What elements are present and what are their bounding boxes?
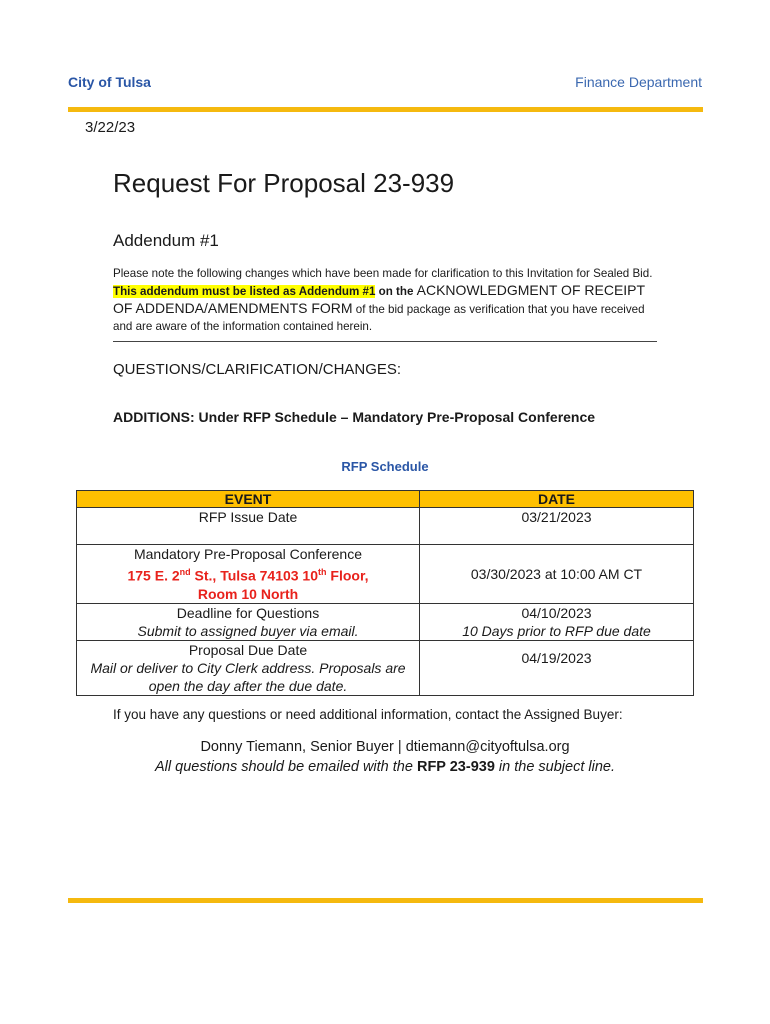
location-sup: th bbox=[318, 567, 327, 577]
date-cell: 03/30/2023 at 10:00 AM CT bbox=[420, 545, 694, 604]
table-row bbox=[77, 545, 694, 604]
contact-intro: If you have any questions or need additional information, contact the Assigned Buyer: bbox=[113, 707, 623, 722]
event-name: Deadline for Questions bbox=[176, 604, 320, 621]
addendum-heading: Addendum #1 bbox=[113, 231, 219, 250]
date-cell bbox=[420, 603, 694, 640]
location-part: St., Tulsa 74103 10 bbox=[190, 567, 319, 584]
highlighted-notice: This addendum must be listed as Addendum #1 bbox=[113, 285, 376, 298]
event-name: Mandatory Pre-Proposal Conference bbox=[133, 546, 362, 562]
event-cell bbox=[77, 640, 420, 695]
event-room: Room 10 North bbox=[197, 585, 299, 602]
event-location bbox=[77, 563, 419, 585]
subject-text-c: in the subject line. bbox=[494, 759, 615, 775]
event-cell: RFP Issue Date bbox=[77, 508, 420, 545]
table-header-row bbox=[77, 491, 694, 508]
date-cell bbox=[420, 640, 694, 695]
date-cell: 03/21/2023 bbox=[420, 508, 694, 545]
event-cell bbox=[77, 603, 420, 640]
para-bold: on the bbox=[375, 285, 417, 298]
buyer-contact: Donny Tiemann, Senior Buyer | dtiemann@cityoftulsa.org bbox=[200, 739, 570, 755]
col-date-header: DATE bbox=[420, 491, 694, 508]
page-title: Request For Proposal 23-939 bbox=[113, 168, 455, 198]
para-text-2: of the bid package as verification that you have received and are aware of the information contained herein. bbox=[113, 303, 645, 333]
table-row bbox=[77, 603, 694, 640]
date-value: 04/19/2023 bbox=[521, 649, 592, 666]
divider bbox=[113, 341, 657, 342]
date-value: 04/10/2023 bbox=[521, 604, 592, 621]
questions-heading: QUESTIONS/CLARIFICATION/CHANGES: bbox=[113, 361, 402, 378]
form-name: ACKNOWLEDGMENT OF RECEIPT OF ADDENDA/AMENDMENTS FORM bbox=[113, 282, 645, 316]
schedule-table bbox=[76, 490, 694, 696]
para-text-1: Please note the following changes which have been made for clarification to this Invitation for Sealed Bid. bbox=[113, 267, 653, 280]
table-row bbox=[77, 508, 694, 545]
department-name: Finance Department bbox=[575, 74, 702, 90]
subject-instruction bbox=[0, 759, 770, 775]
schedule-title: RFP Schedule bbox=[341, 459, 429, 474]
org-name: City of Tulsa bbox=[68, 74, 151, 90]
top-accent-bar bbox=[68, 107, 703, 112]
location-part: Floor, bbox=[326, 567, 369, 584]
event-note: Mail or deliver to City Clerk address. Proposals are open the day after the due date. bbox=[90, 659, 406, 694]
location-part: 175 E. 2 bbox=[127, 567, 180, 584]
location-sup: nd bbox=[179, 567, 191, 577]
event-name: Proposal Due Date bbox=[188, 641, 308, 658]
event-note: Submit to assigned buyer via email. bbox=[137, 622, 359, 639]
additions-heading: ADDITIONS: Under RFP Schedule – Mandatory Pre-Proposal Conference bbox=[113, 409, 596, 425]
intro-paragraph bbox=[113, 265, 658, 335]
date-note: 10 Days prior to RFP due date bbox=[462, 622, 651, 639]
rfp-number: RFP 23-939 bbox=[416, 759, 495, 775]
event-cell bbox=[77, 545, 420, 604]
document-date: 3/22/23 bbox=[85, 119, 136, 136]
col-event-header: EVENT bbox=[77, 491, 420, 508]
table-row bbox=[77, 640, 694, 695]
bottom-accent-bar bbox=[68, 898, 703, 903]
subject-text-a: All questions should be emailed with the bbox=[155, 759, 417, 775]
